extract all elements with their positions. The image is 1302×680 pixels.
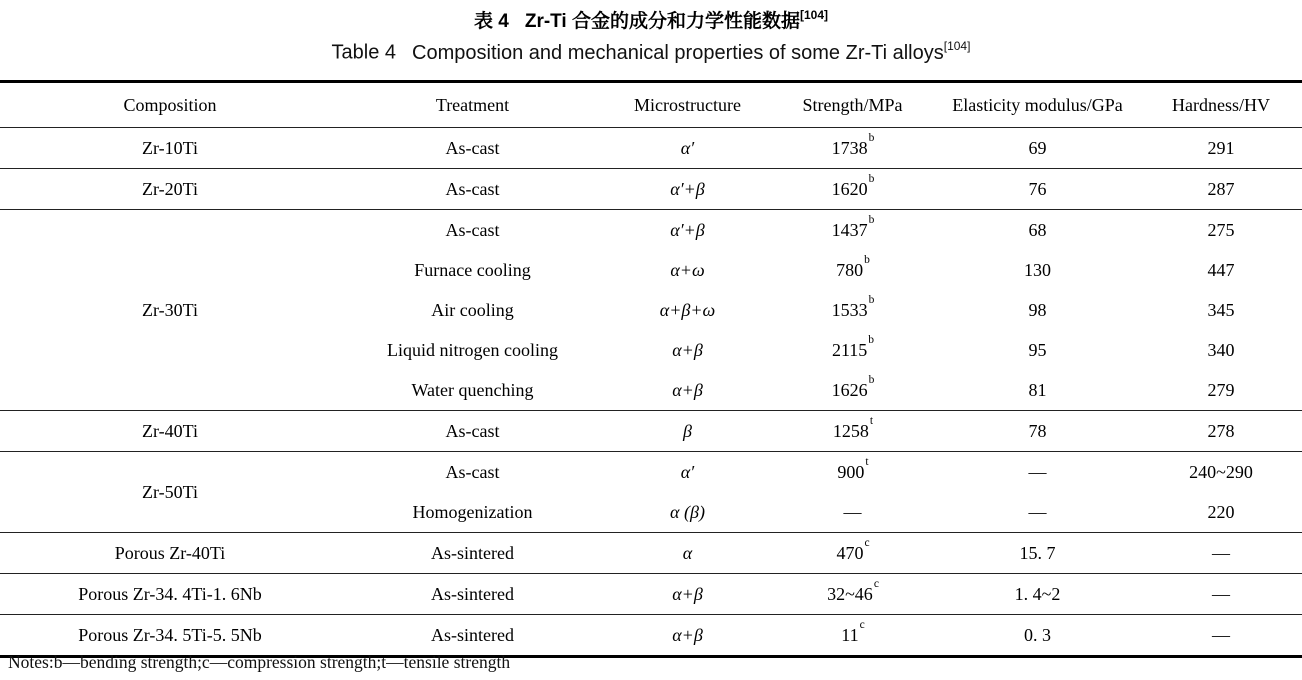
cell-strength [770, 250, 935, 290]
strength-value: 1626 [831, 379, 868, 400]
cell-strength [770, 533, 935, 574]
cell-composition: Porous Zr-40Ti [0, 533, 340, 574]
cell-treatment: Liquid nitrogen cooling [387, 339, 558, 360]
cell-treatment: As-cast [445, 461, 500, 482]
strength-value: 1258 [832, 420, 869, 441]
cell-strength [770, 128, 935, 169]
strength-superscript: b [868, 213, 875, 226]
cell-hardness: 278 [1140, 411, 1302, 452]
data-table [0, 80, 1302, 658]
cell-treatment: As-sintered [340, 574, 605, 615]
cell-composition: Porous Zr-34. 4Ti-1. 6Nb [0, 574, 340, 615]
cell-hardness: 291 [1140, 128, 1302, 169]
column-header-modulus: Elasticity modulus/GPa [952, 94, 1123, 115]
cell-strength [770, 330, 935, 370]
cell-microstructure: α′ [680, 461, 695, 482]
cell-treatment: As-cast [340, 411, 605, 452]
table-row [0, 169, 1302, 210]
table-row [0, 615, 1302, 657]
cell-microstructure: β [605, 411, 770, 452]
cell-strength [770, 615, 935, 657]
cell-treatment: Furnace cooling [414, 259, 531, 280]
cell-modulus: 76 [935, 169, 1140, 210]
column-header-microstructure: Microstructure [634, 94, 741, 115]
cell-composition: Zr-40Ti [0, 411, 340, 452]
strength-superscript: c [873, 577, 879, 590]
cell-hardness: 275 [1207, 219, 1235, 240]
cell-modulus: 78 [935, 411, 1140, 452]
cell-modulus: 81 [935, 370, 1140, 411]
cell-modulus: 1. 4~2 [935, 574, 1140, 615]
cell-strength [770, 169, 935, 210]
cell-strength [770, 574, 935, 615]
cell-strength [770, 210, 935, 251]
cell-microstructure: α′ [605, 128, 770, 169]
cell-treatment: Air cooling [431, 299, 514, 320]
strength-superscript: b [868, 131, 875, 144]
strength-superscript: b [868, 293, 875, 306]
cell-modulus: 68 [1028, 219, 1047, 240]
column-header-treatment: Treatment [435, 94, 510, 115]
cell-strength [770, 452, 935, 493]
strength-value: 1620 [831, 178, 868, 199]
table-title-zh-text: Zr-Ti 合金的成分和力学性能数据 [524, 11, 800, 32]
cell-hardness: 287 [1140, 169, 1302, 210]
strength-superscript: b [868, 333, 875, 346]
cell-hardness: 340 [1207, 339, 1235, 360]
cell-microstructure: α+ω [670, 259, 705, 280]
strength-value: 900 [837, 461, 865, 482]
cell-microstructure: α+β+ω [659, 299, 716, 320]
table-number-zh: 表 4 [473, 11, 509, 32]
cell-composition: Zr-20Ti [0, 169, 340, 210]
strength-superscript: b [864, 253, 870, 266]
cell-modulus: 69 [935, 128, 1140, 169]
strength-value: 11 [841, 624, 859, 645]
table-row [0, 128, 1302, 169]
cell-microstructure: α+β [672, 339, 703, 360]
cell-strength [770, 290, 935, 330]
cell-strength [770, 492, 935, 533]
table-number-en: Table 4 [331, 41, 397, 64]
cell-microstructure: α (β) [605, 492, 770, 533]
cell-treatment: As-cast [340, 169, 605, 210]
cell-composition: Zr-10Ti [0, 128, 340, 169]
cell-microstructure: α+β [605, 615, 770, 657]
table-title-en-text: Composition and mechanical properties of some Zr-Ti alloys [412, 41, 944, 64]
cell-modulus: 0. 3 [935, 615, 1140, 657]
table-title-en [0, 40, 1302, 65]
cell-treatment: As-cast [340, 128, 605, 169]
strength-superscript: c [864, 536, 870, 549]
strength-value: — [843, 501, 862, 522]
column-header-strength: Strength/MPa [802, 94, 903, 115]
cell-microstructure: α+β [605, 574, 770, 615]
cell-hardness: — [1140, 615, 1302, 657]
cell-treatment: Homogenization [340, 492, 605, 533]
cell-hardness: — [1140, 533, 1302, 574]
cell-modulus: — [1028, 461, 1047, 482]
cell-hardness: 345 [1207, 299, 1235, 320]
strength-value: 1533 [831, 299, 868, 320]
cell-hardness: 447 [1207, 259, 1235, 280]
strength-value: 32~46 [827, 583, 873, 604]
cell-modulus: 95 [1028, 339, 1047, 360]
table-row [0, 210, 1302, 251]
strength-value: 1437 [831, 219, 868, 240]
strength-value: 470 [836, 542, 864, 563]
cell-microstructure: α′+β [670, 219, 705, 240]
table-title-zh [0, 6, 1302, 33]
cell-microstructure: α+β [605, 370, 770, 411]
strength-value: 2115 [831, 339, 868, 360]
citation-ref-zh: [104] [800, 7, 829, 22]
cell-strength [770, 411, 935, 452]
strength-superscript: b [868, 172, 875, 185]
strength-value: 1738 [831, 137, 868, 158]
cell-microstructure: α [605, 533, 770, 574]
column-header-hardness: Hardness/HV [1172, 94, 1270, 115]
cell-treatment: As-sintered [340, 533, 605, 574]
cell-hardness: 220 [1140, 492, 1302, 533]
cell-hardness: 240~290 [1189, 461, 1253, 482]
strength-superscript: c [859, 618, 865, 631]
table-row [0, 533, 1302, 574]
cell-treatment: Water quenching [340, 370, 605, 411]
cell-hardness: 279 [1140, 370, 1302, 411]
cell-composition: Zr-50Ti [0, 452, 340, 533]
table-row [0, 452, 1302, 493]
cell-hardness: — [1140, 574, 1302, 615]
cell-composition: Zr-30Ti [0, 210, 340, 411]
cell-modulus: — [935, 492, 1140, 533]
cell-modulus: 98 [1028, 299, 1047, 320]
strength-superscript: t [865, 455, 869, 468]
cell-microstructure: α′+β [605, 169, 770, 210]
cell-modulus: 130 [1024, 259, 1051, 280]
strength-value: 780 [836, 259, 864, 280]
cell-strength [770, 370, 935, 411]
table-notes: Notes:b—bending strength;c—compression strength;t—tensile strength [8, 652, 511, 672]
column-header-composition: Composition [123, 94, 217, 115]
cell-treatment: As-cast [445, 219, 500, 240]
header-row [0, 82, 1302, 128]
cell-modulus: 15. 7 [935, 533, 1140, 574]
strength-superscript: t [869, 414, 874, 427]
table-row [0, 574, 1302, 615]
cell-treatment: As-sintered [340, 615, 605, 657]
strength-superscript: b [868, 373, 875, 386]
citation-ref-en: [104] [943, 39, 971, 53]
table-row [0, 411, 1302, 452]
cell-composition: Porous Zr-34. 5Ti-5. 5Nb [0, 615, 340, 657]
